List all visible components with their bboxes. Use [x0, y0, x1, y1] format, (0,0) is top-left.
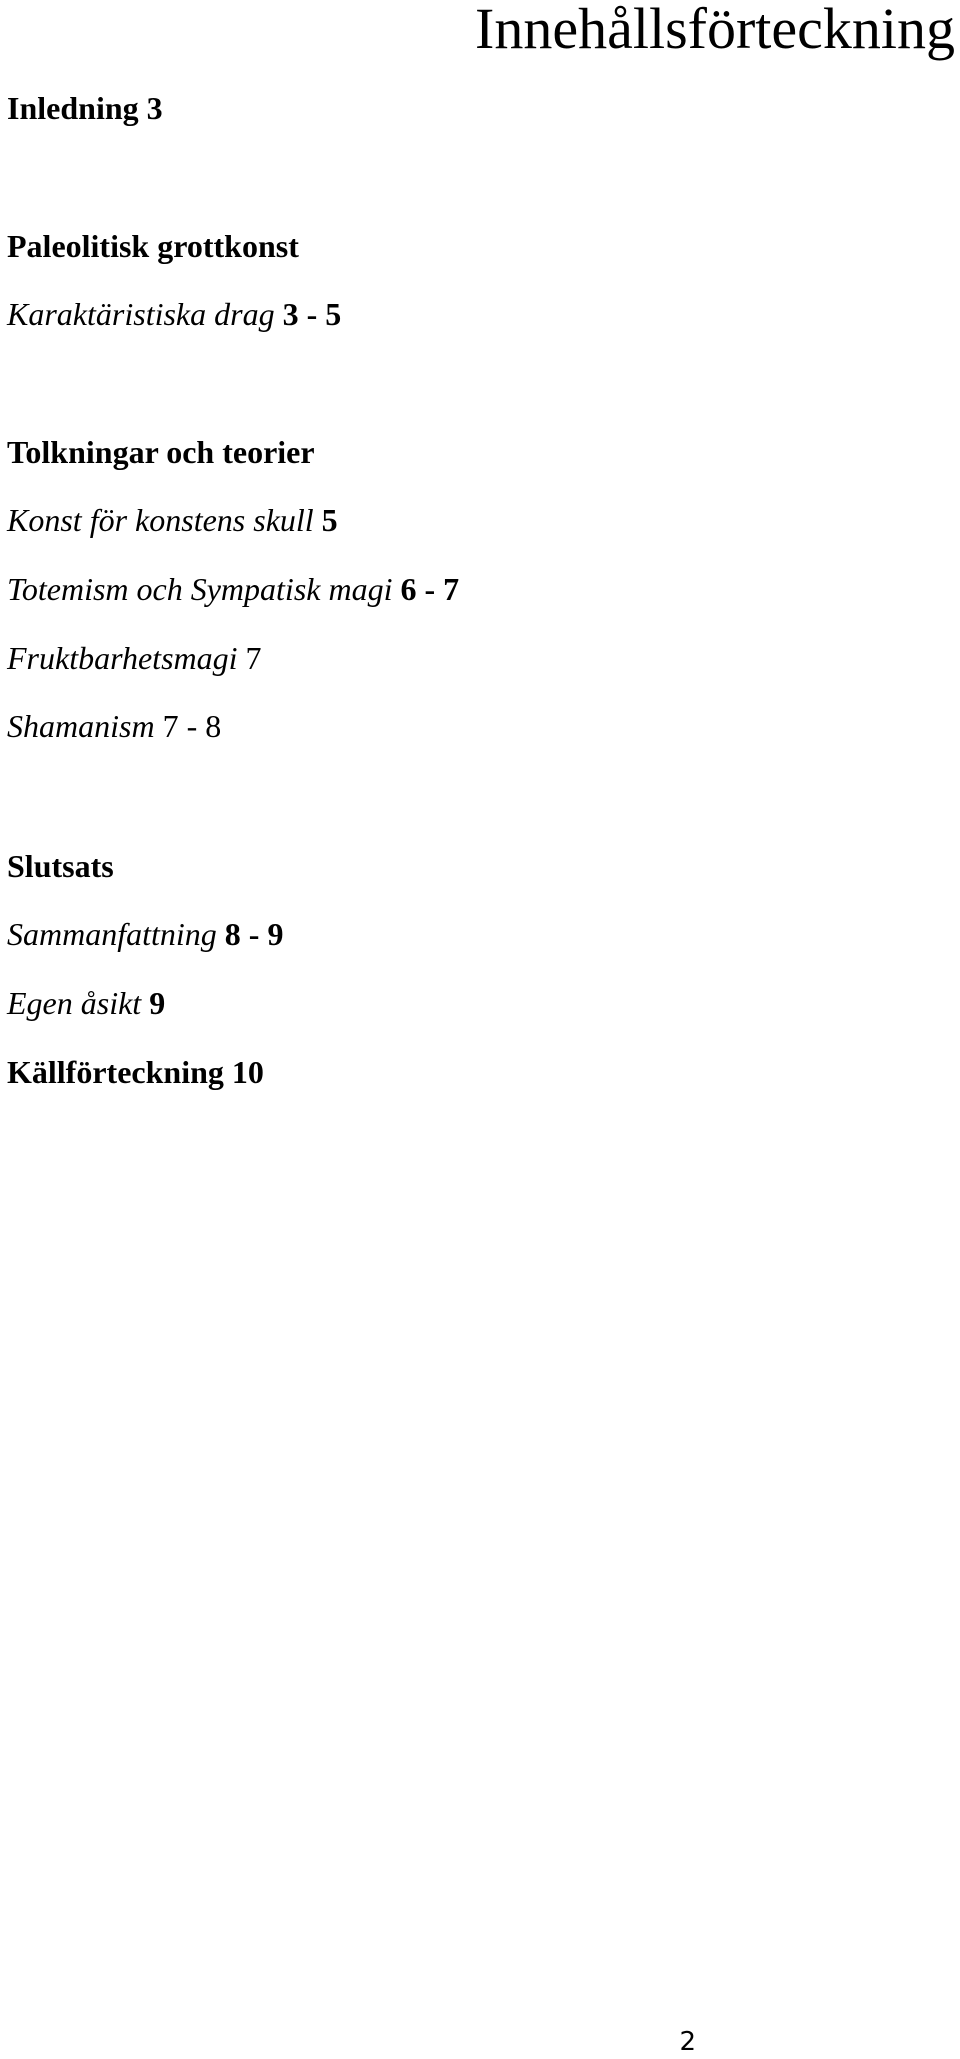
toc-entry-karaktaristiska	[7, 296, 341, 332]
toc-entry-page: 6 - 7	[400, 571, 460, 607]
toc-heading-label: Tolkningar och teorier	[7, 434, 315, 470]
toc-entry-label: Totemism och Sympatisk magi	[7, 571, 393, 607]
toc-entry-egen-asikt	[7, 985, 165, 1021]
toc-heading-tolkningar	[7, 434, 315, 470]
toc-entry-page: 8 - 9	[224, 916, 284, 952]
toc-entry-inledning	[7, 90, 163, 126]
toc-entry-label: Fruktbarhetsmagi	[7, 640, 238, 676]
toc-entry-page: 3	[146, 90, 163, 126]
toc-heading-label: Paleolitisk grottkonst	[7, 228, 299, 264]
toc-entry-label: Shamanism	[7, 708, 155, 744]
toc-heading-label: Slutsats	[7, 848, 114, 884]
toc-heading-slutsats	[7, 848, 114, 884]
toc-entry-page: 9	[149, 985, 166, 1021]
toc-entry-page: 10	[231, 1054, 264, 1090]
toc-entry-page: 7 - 8	[162, 708, 222, 744]
toc-entry-label: Sammanfattning	[7, 916, 217, 952]
toc-entry-sammanfattning	[7, 916, 283, 952]
toc-entry-fruktbarhet	[7, 640, 262, 676]
toc-entry-page: 5	[321, 502, 338, 538]
page-title: Innehållsförteckning	[475, 0, 955, 61]
toc-entry-label: Inledning	[7, 90, 139, 126]
toc-heading-paleolitisk	[7, 228, 299, 264]
toc-entry-page: 7	[245, 640, 262, 676]
toc-entry-totemism	[7, 571, 459, 607]
page-number: 2	[679, 2027, 696, 2057]
toc-entry-shamanism	[7, 708, 221, 744]
toc-entry-page: 3 - 5	[282, 296, 342, 332]
toc-entry-label: Konst för konstens skull	[7, 502, 314, 538]
toc-entry-kallforteckning	[7, 1054, 264, 1090]
toc-entry-label: Karaktäristiska drag	[7, 296, 275, 332]
toc-entry-konst	[7, 502, 338, 538]
toc-entry-label: Egen åsikt	[7, 985, 142, 1021]
toc-entry-label: Källförteckning	[7, 1054, 224, 1090]
